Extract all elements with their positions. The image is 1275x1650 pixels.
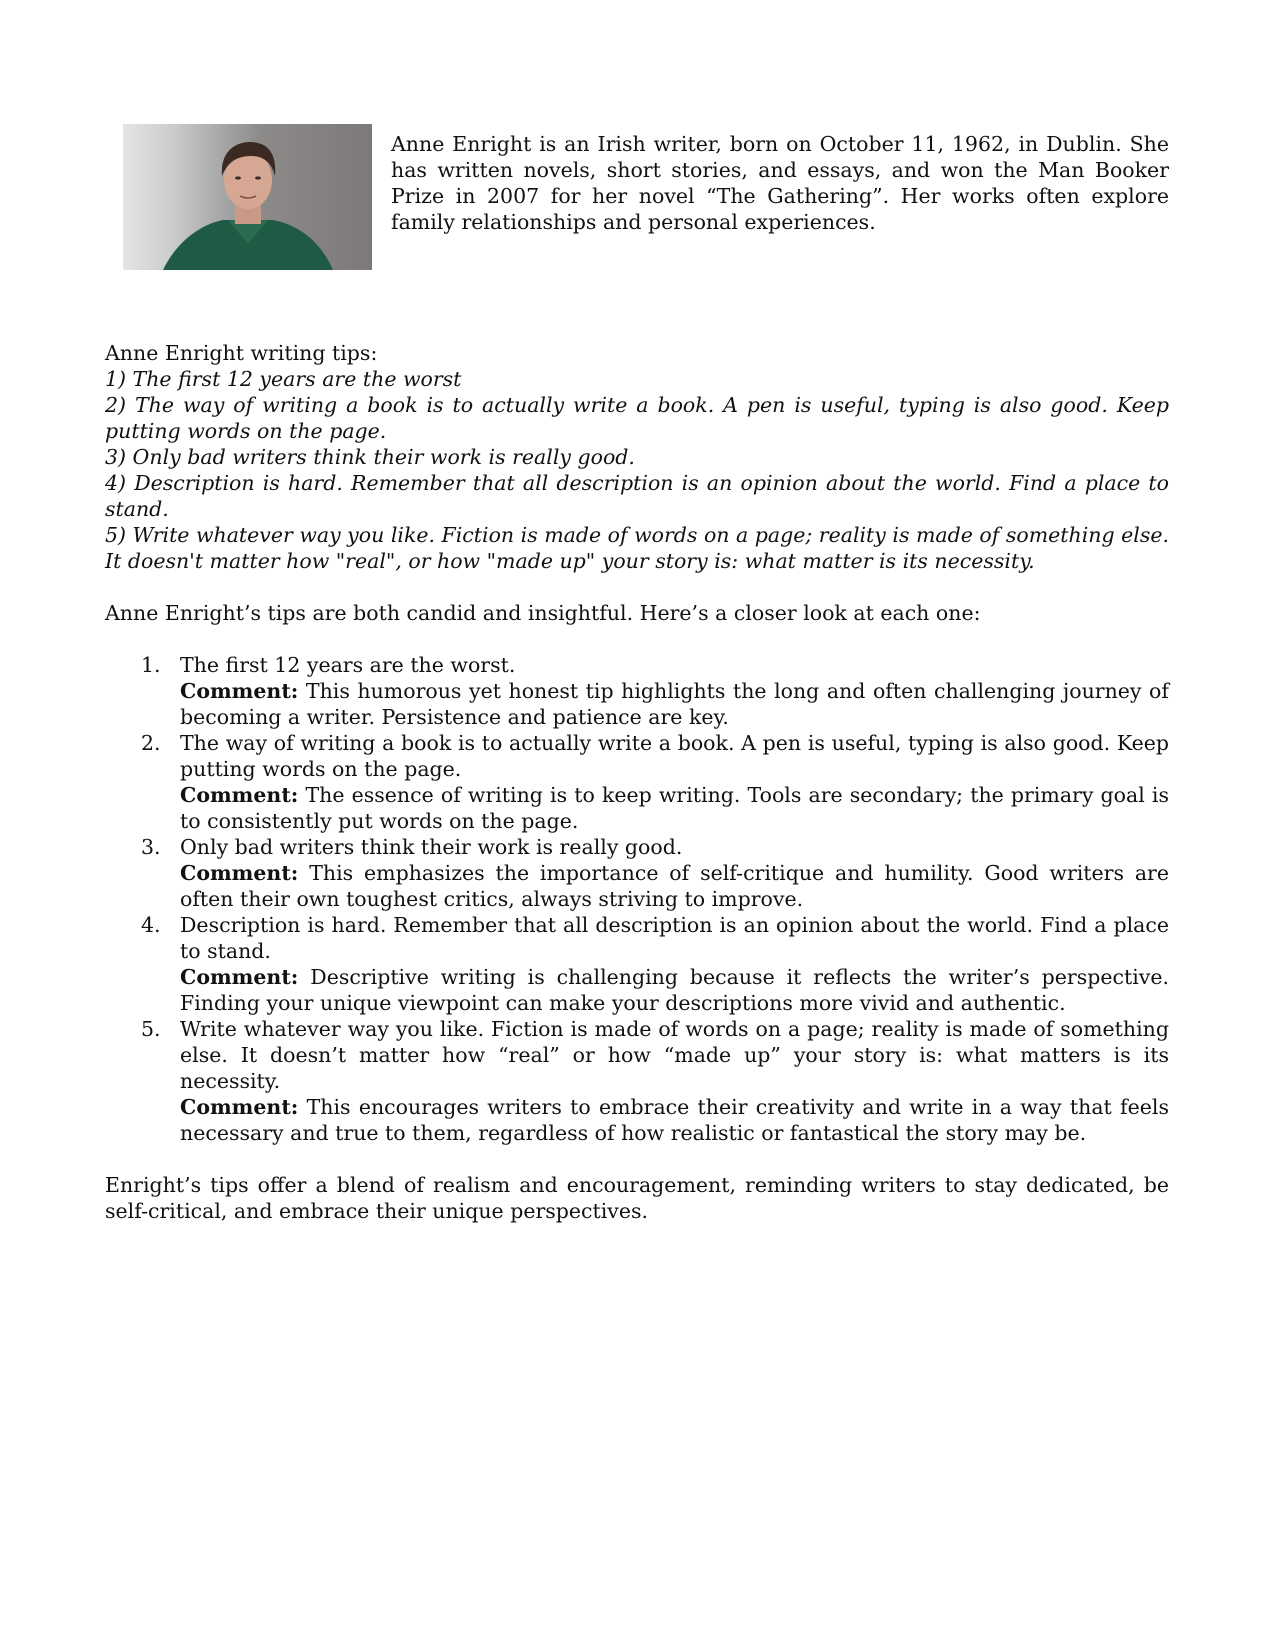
closer-look-list bbox=[105, 652, 1169, 1146]
spacer bbox=[105, 626, 1169, 652]
comment-label: Comment: bbox=[180, 1095, 299, 1119]
tip-item: 5) Write whatever way you like. Fiction is made of words on a page; reality is made of something else. It doesn't matter how "real", or how "made up" your story is: what matter is its necessity. bbox=[105, 523, 1169, 573]
list-number: 2. bbox=[141, 731, 161, 755]
comment-text: This encourages writers to embrace their creativity and write in a way that feels necessary and true to them, regardless of how realistic or fantastical the story may be. bbox=[180, 1095, 1169, 1145]
portrait-image bbox=[123, 124, 372, 270]
comment-label: Comment: bbox=[180, 965, 299, 989]
list-item bbox=[105, 652, 1169, 730]
comment-label: Comment: bbox=[180, 861, 299, 885]
tip-item: 3) Only bad writers think their work is really good. bbox=[105, 445, 635, 469]
intro-paragraph: Anne Enright’s tips are both candid and insightful. Here’s a closer look at each one: bbox=[105, 601, 981, 625]
author-photo bbox=[123, 124, 372, 270]
list-number: 3. bbox=[141, 835, 161, 859]
tip-item: 1) The first 12 years are the worst bbox=[105, 367, 462, 391]
list-item bbox=[105, 1016, 1169, 1146]
conclusion-paragraph: Enright’s tips offer a blend of realism and encouragement, reminding writers to stay dedicated, be self-critical, and embrace their unique perspectives. bbox=[105, 1173, 1169, 1223]
tip-text: Only bad writers think their work is really good. bbox=[180, 835, 683, 859]
list-number: 5. bbox=[141, 1017, 161, 1041]
tips-heading: Anne Enright writing tips: bbox=[105, 341, 378, 365]
author-bio: Anne Enright is an Irish writer, born on October 11, 1962, in Dublin. She has written novels, short stories, and essays, and won the Man Booker Prize in 2007 for her novel “The Gathering”. Her works often explore family relationships and personal experiences. bbox=[391, 132, 1169, 234]
tip-text: Description is hard. Remember that all description is an opinion about the world. Find a place to stand. bbox=[180, 913, 1169, 963]
comment-text: The essence of writing is to keep writing. Tools are secondary; the primary goal is to consistently put words on the page. bbox=[180, 783, 1169, 833]
tip-item: 2) The way of writing a book is to actually write a book. A pen is useful, typing is also good. Keep putting words on the page. bbox=[105, 393, 1169, 443]
comment-label: Comment: bbox=[180, 783, 299, 807]
list-number: 1. bbox=[141, 653, 161, 677]
spacer bbox=[105, 574, 1169, 600]
list-item bbox=[105, 912, 1169, 1016]
tip-item: 4) Description is hard. Remember that all description is an opinion about the world. Find a place to stand. bbox=[105, 471, 1169, 521]
list-item bbox=[105, 730, 1169, 834]
comment-text: This emphasizes the importance of self-critique and humility. Good writers are often their own toughest critics, always striving to improve. bbox=[180, 861, 1169, 911]
tip-text: The first 12 years are the worst. bbox=[180, 653, 516, 677]
comment-label: Comment: bbox=[180, 679, 299, 703]
comment-text: This humorous yet honest tip highlights the long and often challenging journey of becoming a writer. Persistence and patience are key. bbox=[180, 679, 1169, 729]
comment-text: Descriptive writing is challenging because it reflects the writer’s perspective. Finding your unique viewpoint can make your descriptions more vivid and authentic. bbox=[180, 965, 1169, 1015]
list-number: 4. bbox=[141, 913, 161, 937]
tip-text: Write whatever way you like. Fiction is made of words on a page; reality is made of something else. It doesn’t matter how “real” or how “made up” your story is: what matters is its necessity. bbox=[180, 1017, 1169, 1093]
spacer bbox=[105, 1146, 1169, 1172]
list-item bbox=[105, 834, 1169, 912]
article-body bbox=[105, 340, 1169, 1224]
tip-text: The way of writing a book is to actually write a book. A pen is useful, typing is also good. Keep putting words on the page. bbox=[180, 731, 1169, 781]
